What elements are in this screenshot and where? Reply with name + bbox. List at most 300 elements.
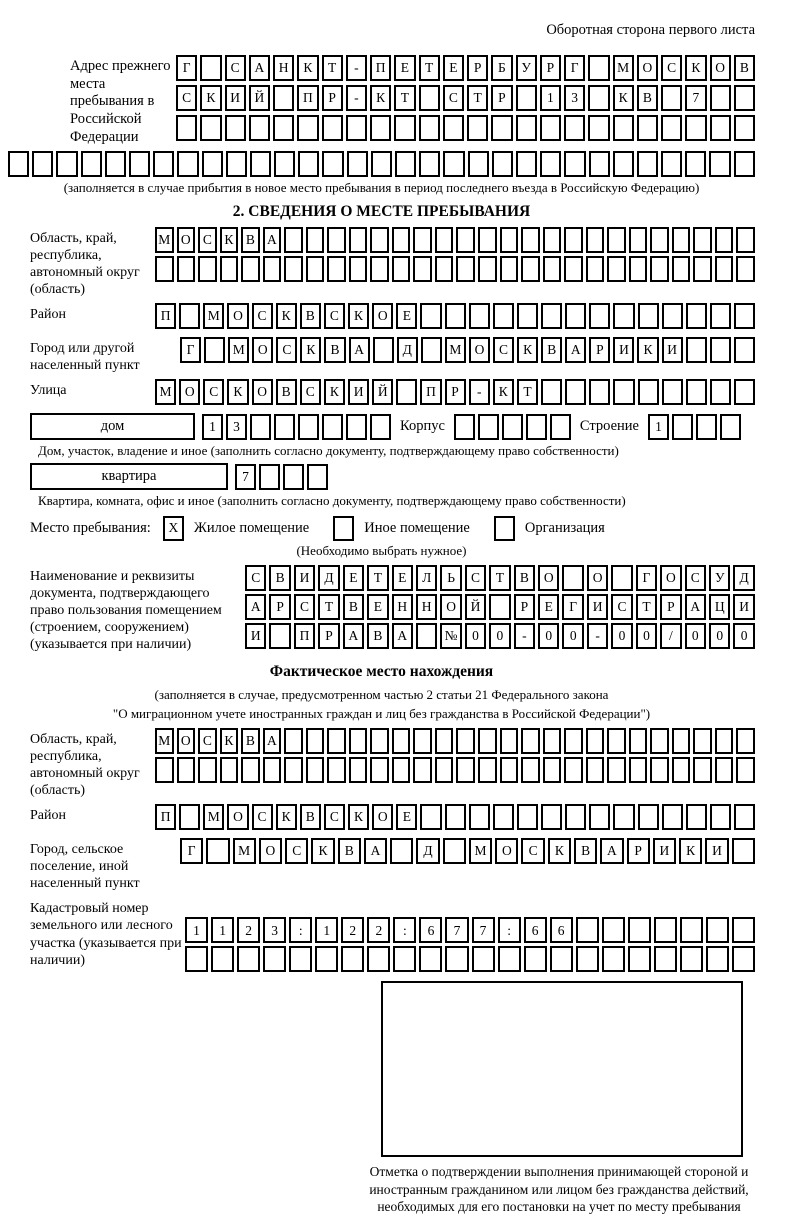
char-box[interactable]: С bbox=[252, 804, 273, 830]
char-box[interactable] bbox=[443, 838, 466, 864]
char-box[interactable] bbox=[250, 414, 271, 440]
char-box[interactable]: Р bbox=[467, 55, 488, 81]
char-box[interactable] bbox=[419, 115, 440, 141]
char-box[interactable] bbox=[445, 946, 468, 972]
char-box[interactable] bbox=[395, 151, 416, 177]
char-box[interactable]: В bbox=[637, 85, 658, 111]
char-box[interactable]: В bbox=[367, 623, 388, 649]
char-box[interactable]: Б bbox=[491, 55, 512, 81]
char-box[interactable] bbox=[469, 804, 490, 830]
char-box[interactable]: 0 bbox=[465, 623, 486, 649]
char-box[interactable]: О bbox=[710, 55, 731, 81]
char-box[interactable]: С bbox=[521, 838, 544, 864]
char-box[interactable]: В bbox=[343, 594, 364, 620]
char-box[interactable] bbox=[177, 256, 196, 282]
char-box[interactable] bbox=[564, 115, 585, 141]
char-box[interactable]: С bbox=[198, 728, 217, 754]
char-box[interactable] bbox=[672, 757, 691, 783]
char-box[interactable]: 1 bbox=[648, 414, 669, 440]
char-box[interactable]: К bbox=[324, 379, 345, 405]
char-box[interactable]: М bbox=[613, 55, 634, 81]
char-box[interactable] bbox=[81, 151, 102, 177]
char-box[interactable] bbox=[586, 256, 605, 282]
char-box[interactable] bbox=[456, 728, 475, 754]
char-box[interactable] bbox=[390, 838, 413, 864]
char-box[interactable] bbox=[589, 379, 610, 405]
char-box[interactable]: 2 bbox=[237, 917, 260, 943]
char-box[interactable] bbox=[370, 757, 389, 783]
char-box[interactable] bbox=[734, 85, 755, 111]
char-box[interactable] bbox=[370, 227, 389, 253]
char-box[interactable] bbox=[586, 227, 605, 253]
char-box[interactable] bbox=[661, 151, 682, 177]
char-box[interactable] bbox=[541, 303, 562, 329]
char-box[interactable] bbox=[613, 804, 634, 830]
char-box[interactable]: К bbox=[276, 303, 297, 329]
char-box[interactable] bbox=[500, 256, 519, 282]
char-box[interactable] bbox=[565, 303, 586, 329]
char-box[interactable] bbox=[370, 414, 391, 440]
char-box[interactable]: Р bbox=[660, 594, 681, 620]
char-box[interactable] bbox=[198, 256, 217, 282]
char-box[interactable] bbox=[541, 804, 562, 830]
char-box[interactable]: И bbox=[705, 838, 728, 864]
char-box[interactable]: Р bbox=[514, 594, 535, 620]
char-box[interactable] bbox=[349, 227, 368, 253]
char-box[interactable]: 3 bbox=[226, 414, 247, 440]
char-box[interactable]: У bbox=[516, 55, 537, 81]
char-box[interactable] bbox=[710, 303, 731, 329]
char-box[interactable] bbox=[564, 757, 583, 783]
char-box[interactable] bbox=[500, 728, 519, 754]
char-box[interactable]: К bbox=[348, 804, 369, 830]
char-box[interactable] bbox=[370, 728, 389, 754]
char-box[interactable] bbox=[586, 757, 605, 783]
char-box[interactable] bbox=[638, 303, 659, 329]
char-box[interactable] bbox=[550, 946, 573, 972]
char-box[interactable]: Л bbox=[416, 565, 437, 591]
char-box[interactable] bbox=[179, 303, 200, 329]
char-box[interactable]: В bbox=[514, 565, 535, 591]
char-box[interactable]: В bbox=[324, 337, 345, 363]
char-box[interactable]: Т bbox=[322, 55, 343, 81]
char-box[interactable] bbox=[370, 115, 391, 141]
char-box[interactable]: 7 bbox=[472, 917, 495, 943]
char-box[interactable]: - bbox=[587, 623, 608, 649]
char-box[interactable] bbox=[327, 757, 346, 783]
char-box[interactable] bbox=[500, 757, 519, 783]
char-box[interactable] bbox=[693, 757, 712, 783]
char-box[interactable]: М bbox=[155, 379, 176, 405]
char-box[interactable] bbox=[392, 227, 411, 253]
char-box[interactable] bbox=[456, 757, 475, 783]
char-box[interactable] bbox=[393, 946, 416, 972]
char-box[interactable] bbox=[346, 115, 367, 141]
char-box[interactable]: 1 bbox=[211, 917, 234, 943]
char-box[interactable]: С bbox=[300, 379, 321, 405]
char-box[interactable]: К bbox=[348, 303, 369, 329]
char-box[interactable] bbox=[327, 256, 346, 282]
char-box[interactable] bbox=[588, 55, 609, 81]
char-box[interactable] bbox=[650, 256, 669, 282]
char-box[interactable]: Д bbox=[318, 565, 339, 591]
char-box[interactable] bbox=[274, 151, 295, 177]
char-box[interactable] bbox=[269, 623, 290, 649]
char-box[interactable]: Т bbox=[394, 85, 415, 111]
char-box[interactable] bbox=[543, 256, 562, 282]
char-box[interactable] bbox=[392, 256, 411, 282]
char-box[interactable] bbox=[250, 151, 271, 177]
char-box[interactable] bbox=[297, 115, 318, 141]
char-box[interactable]: 7 bbox=[445, 917, 468, 943]
char-box[interactable] bbox=[736, 757, 755, 783]
char-box[interactable] bbox=[693, 256, 712, 282]
char-box[interactable] bbox=[349, 757, 368, 783]
char-box[interactable] bbox=[370, 256, 389, 282]
char-box[interactable] bbox=[220, 256, 239, 282]
char-box[interactable]: 0 bbox=[489, 623, 510, 649]
char-box[interactable]: Г bbox=[562, 594, 583, 620]
char-box[interactable]: Ь bbox=[440, 565, 461, 591]
char-box[interactable]: 0 bbox=[636, 623, 657, 649]
char-box[interactable] bbox=[129, 151, 150, 177]
char-box[interactable]: К bbox=[311, 838, 334, 864]
char-box[interactable] bbox=[516, 115, 537, 141]
char-box[interactable]: В bbox=[300, 804, 321, 830]
char-box[interactable] bbox=[413, 256, 432, 282]
char-box[interactable]: Г bbox=[180, 337, 201, 363]
char-box[interactable] bbox=[706, 917, 729, 943]
char-box[interactable] bbox=[419, 151, 440, 177]
char-box[interactable] bbox=[564, 256, 583, 282]
char-box[interactable] bbox=[734, 379, 755, 405]
char-box[interactable] bbox=[493, 804, 514, 830]
char-box[interactable] bbox=[443, 115, 464, 141]
char-box[interactable] bbox=[307, 464, 328, 490]
char-box[interactable] bbox=[517, 303, 538, 329]
char-box[interactable] bbox=[200, 115, 221, 141]
char-box[interactable]: А bbox=[685, 594, 706, 620]
char-box[interactable] bbox=[524, 946, 547, 972]
char-box[interactable] bbox=[637, 115, 658, 141]
char-box[interactable] bbox=[298, 414, 319, 440]
char-box[interactable] bbox=[680, 917, 703, 943]
char-box[interactable] bbox=[498, 946, 521, 972]
char-box[interactable] bbox=[420, 303, 441, 329]
char-box[interactable] bbox=[540, 115, 561, 141]
char-box[interactable]: М bbox=[203, 303, 224, 329]
char-box[interactable]: О bbox=[252, 337, 273, 363]
char-box[interactable] bbox=[200, 55, 221, 81]
char-box[interactable] bbox=[456, 256, 475, 282]
char-box[interactable]: С bbox=[225, 55, 246, 81]
char-box[interactable]: М bbox=[228, 337, 249, 363]
char-box[interactable] bbox=[241, 256, 260, 282]
char-box[interactable] bbox=[550, 414, 571, 440]
char-box[interactable]: : bbox=[289, 917, 312, 943]
char-box[interactable] bbox=[283, 464, 304, 490]
char-box[interactable]: Р bbox=[491, 85, 512, 111]
char-box[interactable]: К bbox=[679, 838, 702, 864]
char-box[interactable]: А bbox=[364, 838, 387, 864]
char-box[interactable] bbox=[693, 728, 712, 754]
char-box[interactable] bbox=[263, 946, 286, 972]
char-box[interactable]: Р bbox=[589, 337, 610, 363]
char-box[interactable]: 3 bbox=[564, 85, 585, 111]
char-box[interactable] bbox=[241, 757, 260, 783]
char-box[interactable]: И bbox=[225, 85, 246, 111]
char-box[interactable] bbox=[421, 337, 442, 363]
char-box[interactable]: Е bbox=[367, 594, 388, 620]
char-box[interactable] bbox=[469, 303, 490, 329]
char-box[interactable] bbox=[715, 728, 734, 754]
char-box[interactable] bbox=[564, 227, 583, 253]
char-box[interactable]: В bbox=[734, 55, 755, 81]
char-box[interactable] bbox=[686, 303, 707, 329]
char-box[interactable] bbox=[709, 151, 730, 177]
char-box[interactable] bbox=[445, 804, 466, 830]
char-box[interactable] bbox=[607, 227, 626, 253]
char-box[interactable]: 1 bbox=[202, 414, 223, 440]
char-box[interactable] bbox=[478, 414, 499, 440]
char-box[interactable] bbox=[306, 256, 325, 282]
char-box[interactable] bbox=[467, 115, 488, 141]
char-box[interactable] bbox=[416, 623, 437, 649]
organization-checkbox[interactable] bbox=[494, 516, 515, 541]
char-box[interactable]: И bbox=[733, 594, 754, 620]
char-box[interactable] bbox=[526, 414, 547, 440]
char-box[interactable] bbox=[220, 757, 239, 783]
char-box[interactable] bbox=[654, 917, 677, 943]
char-box[interactable]: О bbox=[372, 303, 393, 329]
char-box[interactable]: Й bbox=[465, 594, 486, 620]
char-box[interactable] bbox=[564, 728, 583, 754]
char-box[interactable] bbox=[662, 303, 683, 329]
char-box[interactable] bbox=[602, 946, 625, 972]
char-box[interactable] bbox=[672, 728, 691, 754]
char-box[interactable] bbox=[706, 946, 729, 972]
char-box[interactable]: П bbox=[294, 623, 315, 649]
char-box[interactable]: И bbox=[587, 594, 608, 620]
char-box[interactable]: 0 bbox=[611, 623, 632, 649]
char-box[interactable]: О bbox=[587, 565, 608, 591]
char-box[interactable] bbox=[672, 414, 693, 440]
char-box[interactable] bbox=[198, 757, 217, 783]
char-box[interactable]: О bbox=[259, 838, 282, 864]
char-box[interactable] bbox=[284, 256, 303, 282]
char-box[interactable] bbox=[346, 414, 367, 440]
char-box[interactable]: А bbox=[249, 55, 270, 81]
char-box[interactable]: Д bbox=[397, 337, 418, 363]
char-box[interactable] bbox=[478, 256, 497, 282]
char-box[interactable] bbox=[153, 151, 174, 177]
char-box[interactable] bbox=[654, 946, 677, 972]
char-box[interactable] bbox=[237, 946, 260, 972]
char-box[interactable]: О bbox=[227, 804, 248, 830]
char-box[interactable] bbox=[306, 227, 325, 253]
char-box[interactable]: Р bbox=[540, 55, 561, 81]
char-box[interactable] bbox=[284, 728, 303, 754]
char-box[interactable]: 0 bbox=[709, 623, 730, 649]
char-box[interactable]: Р bbox=[445, 379, 466, 405]
char-box[interactable] bbox=[521, 757, 540, 783]
char-box[interactable]: О bbox=[177, 728, 196, 754]
char-box[interactable]: И bbox=[662, 337, 683, 363]
char-box[interactable]: У bbox=[709, 565, 730, 591]
char-box[interactable]: К bbox=[297, 55, 318, 81]
char-box[interactable] bbox=[225, 115, 246, 141]
char-box[interactable] bbox=[489, 594, 510, 620]
char-box[interactable] bbox=[179, 804, 200, 830]
char-box[interactable] bbox=[516, 151, 537, 177]
char-box[interactable]: Е bbox=[392, 565, 413, 591]
char-box[interactable] bbox=[176, 115, 197, 141]
char-box[interactable] bbox=[493, 303, 514, 329]
char-box[interactable]: М bbox=[233, 838, 256, 864]
char-box[interactable]: Н bbox=[392, 594, 413, 620]
char-box[interactable] bbox=[322, 414, 343, 440]
char-box[interactable]: - bbox=[346, 85, 367, 111]
char-box[interactable]: А bbox=[263, 227, 282, 253]
char-box[interactable]: М bbox=[445, 337, 466, 363]
char-box[interactable]: Т bbox=[318, 594, 339, 620]
char-box[interactable]: С bbox=[198, 227, 217, 253]
char-box[interactable]: Е bbox=[538, 594, 559, 620]
char-box[interactable] bbox=[202, 151, 223, 177]
char-box[interactable]: 2 bbox=[367, 917, 390, 943]
char-box[interactable]: И bbox=[613, 337, 634, 363]
char-box[interactable] bbox=[516, 85, 537, 111]
char-box[interactable]: С bbox=[252, 303, 273, 329]
char-box[interactable]: С bbox=[294, 594, 315, 620]
char-box[interactable]: О bbox=[637, 55, 658, 81]
char-box[interactable] bbox=[602, 917, 625, 943]
char-box[interactable] bbox=[315, 946, 338, 972]
char-box[interactable] bbox=[413, 757, 432, 783]
char-box[interactable] bbox=[613, 151, 634, 177]
char-box[interactable]: П bbox=[155, 804, 176, 830]
char-box[interactable]: В bbox=[300, 303, 321, 329]
char-box[interactable] bbox=[492, 151, 513, 177]
char-box[interactable]: Т bbox=[489, 565, 510, 591]
char-box[interactable] bbox=[662, 379, 683, 405]
char-box[interactable]: С bbox=[324, 303, 345, 329]
char-box[interactable] bbox=[371, 151, 392, 177]
char-box[interactable] bbox=[586, 728, 605, 754]
char-box[interactable]: А bbox=[565, 337, 586, 363]
char-box[interactable] bbox=[588, 85, 609, 111]
char-box[interactable] bbox=[56, 151, 77, 177]
char-box[interactable] bbox=[589, 804, 610, 830]
char-box[interactable] bbox=[517, 804, 538, 830]
char-box[interactable] bbox=[576, 917, 599, 943]
char-box[interactable]: Н bbox=[273, 55, 294, 81]
char-box[interactable]: Е bbox=[443, 55, 464, 81]
char-box[interactable] bbox=[500, 227, 519, 253]
char-box[interactable] bbox=[249, 115, 270, 141]
char-box[interactable] bbox=[298, 151, 319, 177]
char-box[interactable]: С bbox=[611, 594, 632, 620]
char-box[interactable]: В bbox=[338, 838, 361, 864]
char-box[interactable]: О bbox=[177, 227, 196, 253]
char-box[interactable] bbox=[732, 946, 755, 972]
char-box[interactable]: М bbox=[203, 804, 224, 830]
char-box[interactable]: Г bbox=[176, 55, 197, 81]
char-box[interactable]: 0 bbox=[562, 623, 583, 649]
char-box[interactable]: К bbox=[493, 379, 514, 405]
char-box[interactable] bbox=[715, 256, 734, 282]
char-box[interactable]: Т bbox=[419, 55, 440, 81]
char-box[interactable]: 6 bbox=[550, 917, 573, 943]
char-box[interactable] bbox=[392, 757, 411, 783]
char-box[interactable]: К bbox=[276, 804, 297, 830]
char-box[interactable] bbox=[322, 115, 343, 141]
char-box[interactable] bbox=[543, 227, 562, 253]
char-box[interactable] bbox=[543, 728, 562, 754]
char-box[interactable] bbox=[693, 227, 712, 253]
char-box[interactable] bbox=[715, 757, 734, 783]
char-box[interactable] bbox=[710, 85, 731, 111]
char-box[interactable] bbox=[710, 804, 731, 830]
char-box[interactable]: В bbox=[276, 379, 297, 405]
char-box[interactable]: Е bbox=[343, 565, 364, 591]
char-box[interactable] bbox=[435, 227, 454, 253]
char-box[interactable] bbox=[435, 757, 454, 783]
char-box[interactable] bbox=[373, 337, 394, 363]
char-box[interactable]: С bbox=[324, 804, 345, 830]
char-box[interactable] bbox=[273, 115, 294, 141]
char-box[interactable]: И bbox=[245, 623, 266, 649]
char-box[interactable] bbox=[613, 379, 634, 405]
char-box[interactable] bbox=[155, 757, 174, 783]
char-box[interactable] bbox=[177, 151, 198, 177]
char-box[interactable] bbox=[650, 757, 669, 783]
char-box[interactable] bbox=[454, 414, 475, 440]
char-box[interactable] bbox=[177, 757, 196, 783]
char-box[interactable]: В bbox=[574, 838, 597, 864]
char-box[interactable]: О bbox=[440, 594, 461, 620]
char-box[interactable] bbox=[521, 227, 540, 253]
char-box[interactable]: А bbox=[343, 623, 364, 649]
char-box[interactable]: / bbox=[660, 623, 681, 649]
char-box[interactable] bbox=[638, 379, 659, 405]
char-box[interactable]: № bbox=[440, 623, 461, 649]
char-box[interactable]: П bbox=[420, 379, 441, 405]
char-box[interactable] bbox=[680, 946, 703, 972]
char-box[interactable]: С bbox=[685, 565, 706, 591]
char-box[interactable] bbox=[327, 227, 346, 253]
char-box[interactable]: Д bbox=[733, 565, 754, 591]
char-box[interactable]: Т bbox=[517, 379, 538, 405]
char-box[interactable] bbox=[367, 946, 390, 972]
char-box[interactable] bbox=[306, 728, 325, 754]
char-box[interactable] bbox=[637, 151, 658, 177]
char-box[interactable] bbox=[611, 565, 632, 591]
char-box[interactable] bbox=[540, 151, 561, 177]
char-box[interactable] bbox=[732, 917, 755, 943]
char-box[interactable]: 1 bbox=[540, 85, 561, 111]
char-box[interactable] bbox=[521, 256, 540, 282]
char-box[interactable]: - bbox=[514, 623, 535, 649]
char-box[interactable] bbox=[696, 414, 717, 440]
char-box[interactable] bbox=[710, 337, 731, 363]
char-box[interactable]: Д bbox=[416, 838, 439, 864]
char-box[interactable] bbox=[613, 115, 634, 141]
char-box[interactable] bbox=[456, 227, 475, 253]
char-box[interactable] bbox=[478, 757, 497, 783]
char-box[interactable] bbox=[435, 256, 454, 282]
char-box[interactable] bbox=[322, 151, 343, 177]
